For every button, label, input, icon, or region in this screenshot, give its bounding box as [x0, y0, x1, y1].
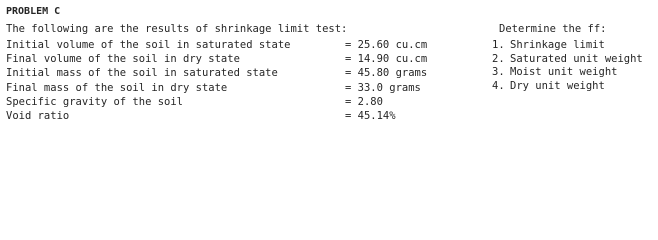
given-value: = 33.0 grams — [345, 81, 421, 94]
item-text: Shrinkage limit — [510, 39, 605, 51]
determine-item — [484, 66, 656, 80]
item-number: 2. — [492, 52, 505, 65]
given-label: Initial mass of the soil in saturated state — [6, 67, 278, 80]
problem-intro: The following are the results of shrinkage limit test: — [6, 23, 348, 35]
problem-title: PROBLEM C — [6, 6, 61, 17]
given-label: Initial volume of the soil in saturated state — [6, 39, 291, 51]
given-value: = 14.90 cu.cm — [345, 53, 428, 66]
item-number: 1. — [492, 39, 505, 51]
item-number: 4. — [492, 79, 505, 92]
determine-item — [484, 39, 656, 53]
item-text: Moist unit weight — [510, 66, 618, 78]
determine-heading: Determine the ff: — [499, 23, 607, 35]
determine-item — [484, 53, 656, 67]
given-label: Final volume of the soil in dry state — [6, 53, 240, 66]
given-row — [6, 67, 506, 81]
determine-item — [484, 80, 656, 94]
given-label: Specific gravity of the soil — [6, 95, 184, 108]
given-row — [6, 110, 506, 124]
given-label: Void ratio — [6, 109, 70, 122]
item-text: Saturated unit weight — [510, 52, 643, 65]
given-value: = 45.80 grams — [345, 67, 428, 80]
given-value: = 25.60 cu.cm — [345, 39, 428, 51]
determine-section — [484, 23, 656, 93]
given-value: = 45.14% — [345, 109, 396, 122]
given-row — [6, 96, 506, 110]
given-row — [6, 79, 506, 96]
determine-list — [484, 39, 656, 93]
given-label: Final mass of the soil in dry state — [6, 81, 228, 94]
item-text: Dry unit weight — [510, 79, 605, 92]
given-data-list — [6, 39, 506, 124]
given-row — [6, 53, 506, 67]
given-row — [6, 39, 506, 53]
given-value: = 2.80 — [345, 95, 383, 108]
item-number: 3. — [492, 66, 505, 78]
